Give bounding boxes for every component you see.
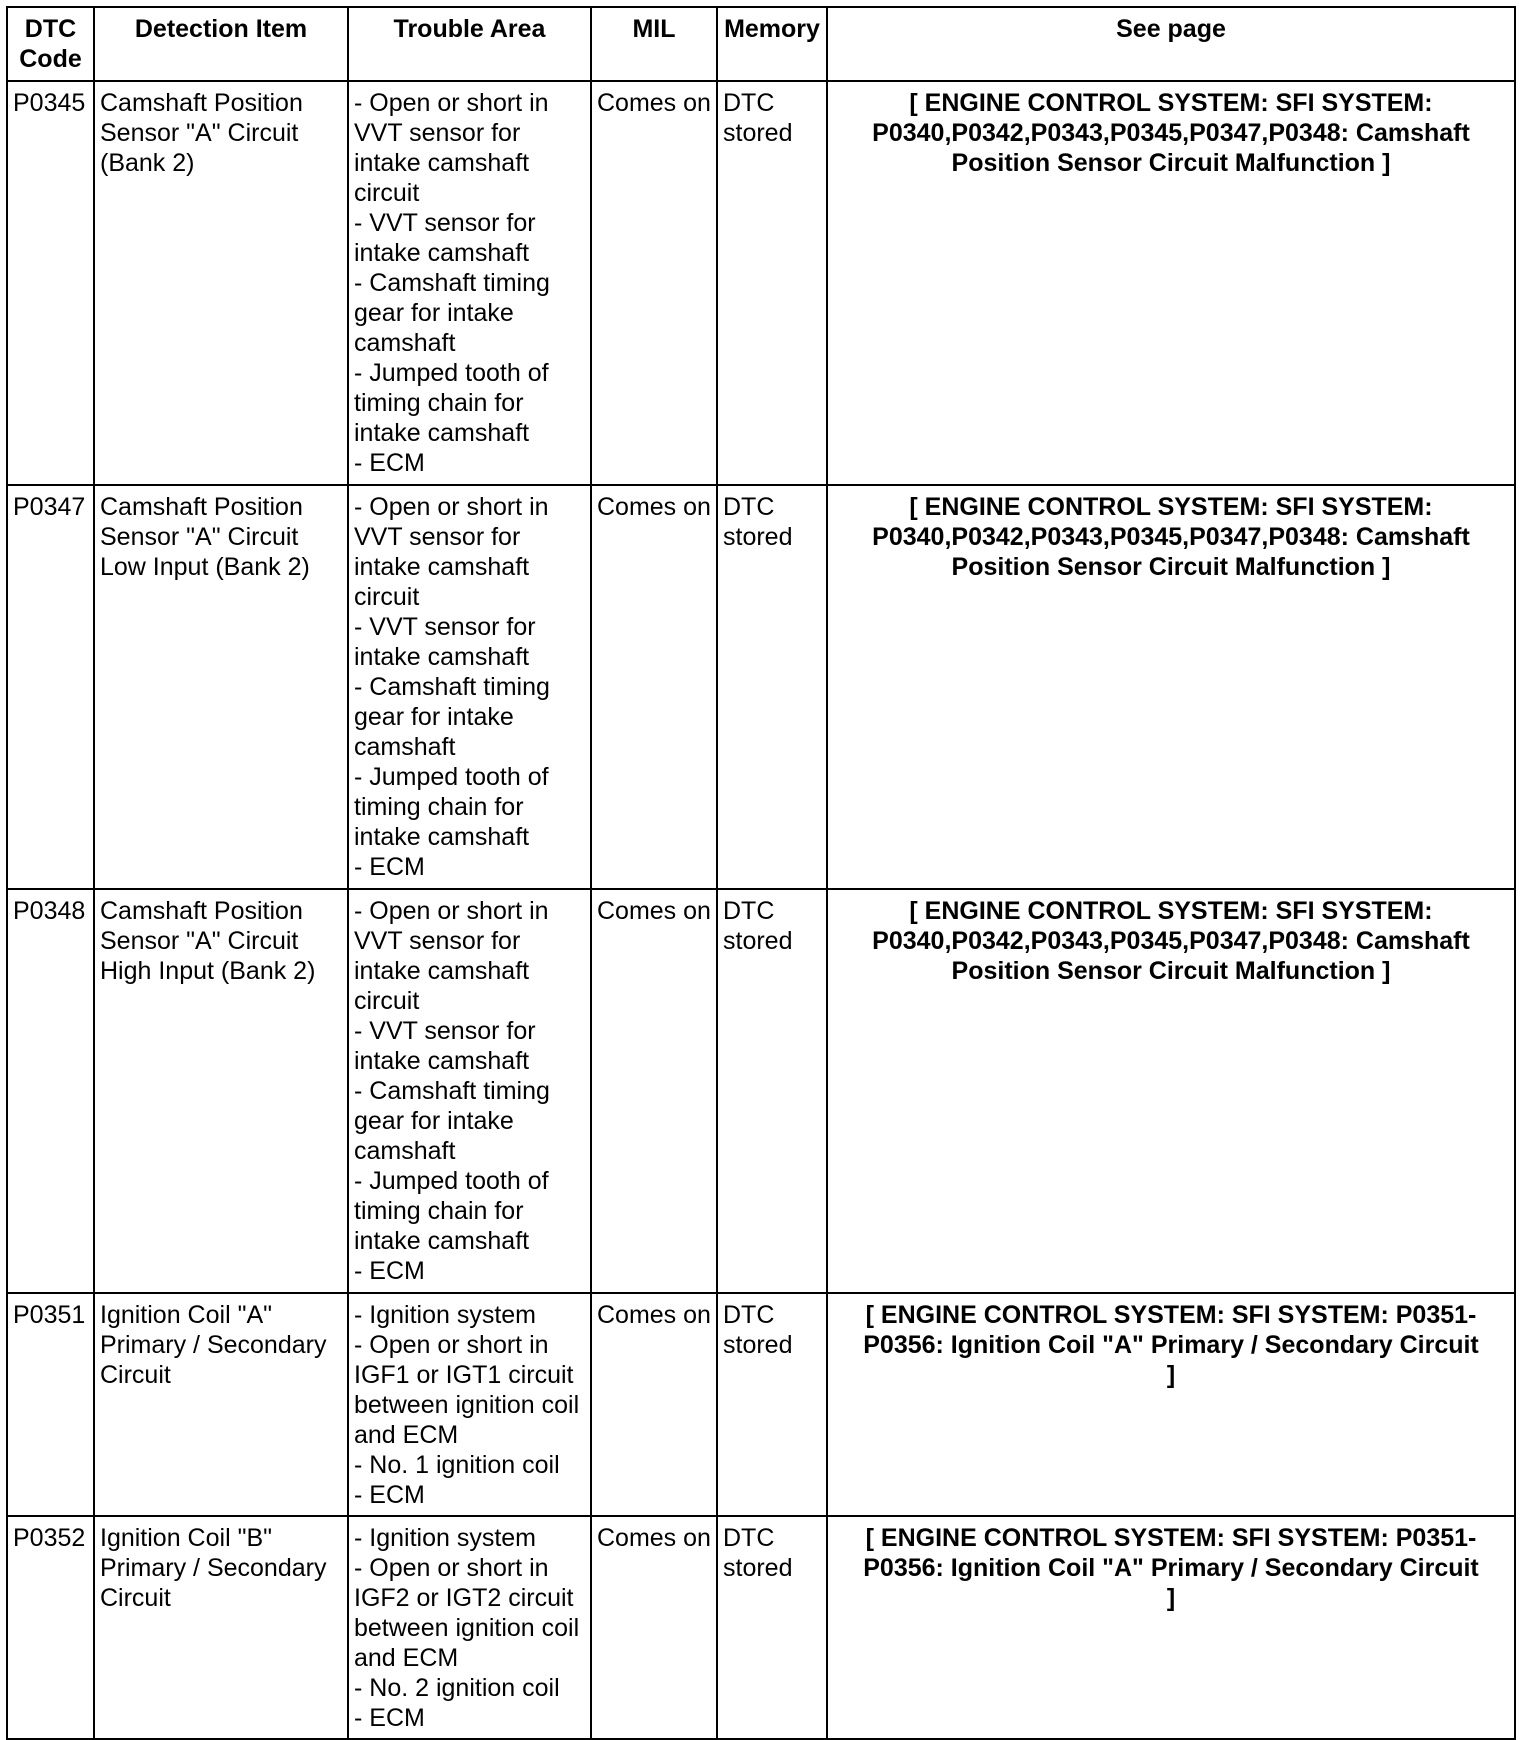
see-page-link[interactable]: [ ENGINE CONTROL SYSTEM: SFI SYSTEM: P0340,P0342,P0343,P0345,P0347,P0348: Camshaft Position Sensor Circuit Malfunction ] xyxy=(827,889,1515,1293)
mil-cell: Comes on xyxy=(591,1516,717,1739)
dtc-table xyxy=(6,6,1516,1740)
see-page-link[interactable]: [ ENGINE CONTROL SYSTEM: SFI SYSTEM: P0340,P0342,P0343,P0345,P0347,P0348: Camshaft Position Sensor Circuit Malfunction ] xyxy=(827,485,1515,889)
mil-cell: Comes on xyxy=(591,81,717,485)
trouble-area-line: - ECM xyxy=(354,1704,425,1732)
trouble-area-line: - Ignition system xyxy=(354,1301,537,1329)
memory-cell: DTC stored xyxy=(717,81,827,485)
detection-item-cell: Camshaft Position Sensor "A" Circuit High Input (Bank 2) xyxy=(94,889,348,1293)
table-row xyxy=(7,1293,1515,1516)
memory-cell: DTC stored xyxy=(717,1293,827,1516)
table-row xyxy=(7,889,1515,1293)
trouble-area-line: - Jumped tooth of timing chain for intake camshaft xyxy=(354,1167,549,1255)
trouble-area-line: - Camshaft timing gear for intake camshaft xyxy=(354,673,550,761)
dtc-code-cell: P0347 xyxy=(7,485,94,889)
trouble-area-cell xyxy=(348,485,591,889)
trouble-area-line: - Open or short in VVT sensor for intake camshaft circuit xyxy=(354,897,549,1015)
table-row xyxy=(7,1516,1515,1739)
trouble-area-line: - Open or short in IGF2 or IGT2 circuit between ignition coil and ECM xyxy=(354,1554,580,1672)
header-trouble-area: Trouble Area xyxy=(348,7,591,81)
trouble-area-line: - VVT sensor for intake camshaft xyxy=(354,209,536,267)
mil-cell: Comes on xyxy=(591,485,717,889)
trouble-area-line: - ECM xyxy=(354,1257,425,1285)
trouble-area-line: - Camshaft timing gear for intake camshaft xyxy=(354,1077,550,1165)
dtc-code-cell: P0345 xyxy=(7,81,94,485)
mil-cell: Comes on xyxy=(591,1293,717,1516)
memory-cell: DTC stored xyxy=(717,889,827,1293)
trouble-area-line: - Jumped tooth of timing chain for intake camshaft xyxy=(354,359,549,447)
trouble-area-line: - VVT sensor for intake camshaft xyxy=(354,1017,536,1075)
see-page-link[interactable]: [ ENGINE CONTROL SYSTEM: SFI SYSTEM: P0351-P0356: Ignition Coil "A" Primary / Secondary Circuit ] xyxy=(827,1516,1515,1739)
trouble-area-line: - Ignition system xyxy=(354,1524,537,1552)
header-memory: Memory xyxy=(717,7,827,81)
trouble-area-line: - Jumped tooth of timing chain for intake camshaft xyxy=(354,763,549,851)
detection-item-cell: Ignition Coil "B" Primary / Secondary Circuit xyxy=(94,1516,348,1739)
trouble-area-line: - No. 1 ignition coil xyxy=(354,1451,560,1479)
trouble-area-line: - Open or short in VVT sensor for intake camshaft circuit xyxy=(354,493,549,611)
dtc-code-cell: P0351 xyxy=(7,1293,94,1516)
header-see-page: See page xyxy=(827,7,1515,81)
see-page-link[interactable]: [ ENGINE CONTROL SYSTEM: SFI SYSTEM: P0340,P0342,P0343,P0345,P0347,P0348: Camshaft Position Sensor Circuit Malfunction ] xyxy=(827,81,1515,485)
trouble-area-line: - No. 2 ignition coil xyxy=(354,1674,560,1702)
trouble-area-line: - Camshaft timing gear for intake camshaft xyxy=(354,269,550,357)
trouble-area-cell xyxy=(348,889,591,1293)
header-row xyxy=(7,7,1515,81)
header-detection-item: Detection Item xyxy=(94,7,348,81)
trouble-area-line: - Open or short in VVT sensor for intake camshaft circuit xyxy=(354,89,549,207)
trouble-area-line: - ECM xyxy=(354,853,425,881)
detection-item-cell: Ignition Coil "A" Primary / Secondary Circuit xyxy=(94,1293,348,1516)
detection-item-cell: Camshaft Position Sensor "A" Circuit (Bank 2) xyxy=(94,81,348,485)
header-dtc-code: DTC Code xyxy=(7,7,94,81)
dtc-code-cell: P0352 xyxy=(7,1516,94,1739)
trouble-area-line: - ECM xyxy=(354,1481,425,1509)
trouble-area-line: - VVT sensor for intake camshaft xyxy=(354,613,536,671)
detection-item-cell: Camshaft Position Sensor "A" Circuit Low Input (Bank 2) xyxy=(94,485,348,889)
trouble-area-line: - ECM xyxy=(354,449,425,477)
table-row xyxy=(7,485,1515,889)
trouble-area-line: - Open or short in IGF1 or IGT1 circuit between ignition coil and ECM xyxy=(354,1331,580,1449)
trouble-area-cell xyxy=(348,1293,591,1516)
mil-cell: Comes on xyxy=(591,889,717,1293)
memory-cell: DTC stored xyxy=(717,1516,827,1739)
dtc-code-cell: P0348 xyxy=(7,889,94,1293)
table-row xyxy=(7,81,1515,485)
see-page-link[interactable]: [ ENGINE CONTROL SYSTEM: SFI SYSTEM: P0351-P0356: Ignition Coil "A" Primary / Secondary Circuit ] xyxy=(827,1293,1515,1516)
memory-cell: DTC stored xyxy=(717,485,827,889)
trouble-area-cell xyxy=(348,1516,591,1739)
header-mil: MIL xyxy=(591,7,717,81)
trouble-area-cell xyxy=(348,81,591,485)
